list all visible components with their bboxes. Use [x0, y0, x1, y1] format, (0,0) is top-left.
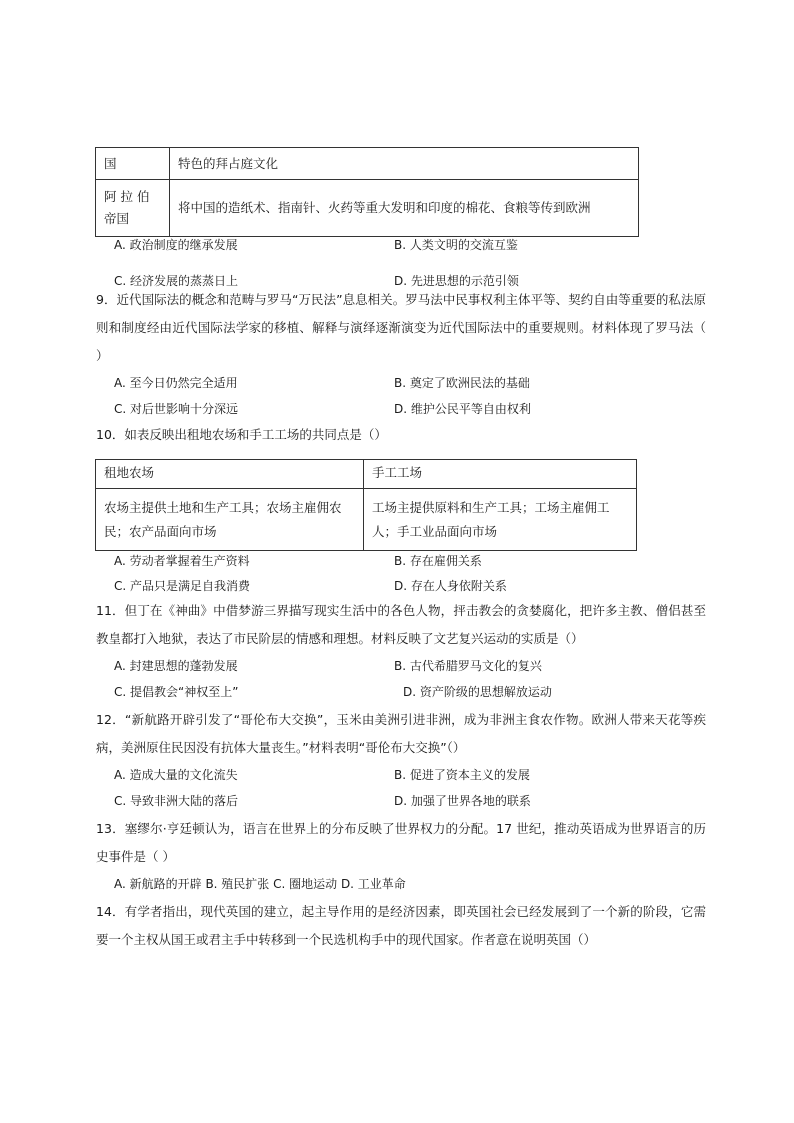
option-c: C. 导致非洲大陆的落后	[114, 794, 239, 808]
option-a: A. 封建思想的蓬勃发展	[114, 659, 238, 673]
option-d: D. 资产阶级的思想解放运动	[403, 685, 552, 699]
option-c: C. 对后世影响十分深远	[114, 402, 239, 416]
question-12: 12．“新航路开辟引发了“哥伦布大交换”，玉米由美洲引进非洲，成为非洲主食农作物。欧洲人带来天花等疾病，美洲原住民因没有抗体大量丧生。”材料表明“哥伦布大交换”（）	[96, 712, 706, 755]
comparison-table	[95, 459, 637, 551]
question-14: 14．有学者指出，现代英国的建立，起主导作用的是经济因素，即英国社会已经发展到了一个新的阶段，它需要一个主权从国王或君主手中转移到一个民选机构手中的现代国家。作者意在说明英国（）	[96, 904, 706, 947]
table-cell: 国	[96, 148, 170, 180]
option-b: B. 存在雇佣关系	[394, 554, 482, 568]
question-11: 11．但丁在《神曲》中借梦游三界描写现实生活中的各色人物，抨击教会的贪婪腐化，把许多主教、僧侣甚至教皇都打入地狱，表达了市民阶层的情感和理想。材料反映了文艺复兴运动的实质是（）	[96, 603, 706, 646]
option-d: D. 存在人身依附关系	[394, 579, 507, 593]
option-d: D. 维护公民平等自由权利	[394, 402, 531, 416]
options-inline: A. 新航路的开辟 B. 殖民扩张 C. 圈地运动 D. 工业革命	[114, 877, 406, 891]
option-d: D. 先进思想的示范引领	[394, 274, 519, 288]
option-a: A. 劳动者掌握着生产资料	[114, 554, 250, 568]
question-13: 13．塞缪尔·亨廷顿认为，语言在世界上的分布反映了世界权力的分配。17 世纪，推动英语成为世界语言的历史事件是（ ）	[96, 821, 706, 864]
table-header: 手工工场	[364, 460, 637, 489]
option-b: B. 奠定了欧洲民法的基础	[394, 376, 530, 390]
table-header: 租地农场	[96, 460, 364, 489]
question-9: 9．近代国际法的概念和范畴与罗马“万民法”息息相关。罗马法中民事权利主体平等、契约自由等重要的私法原则和制度经由近代国际法学家的移植、解释与演绎逐渐演变为近代国际法中的重要规则。材料体现了罗马法（ ）	[96, 292, 706, 363]
option-b: B. 促进了资本主义的发展	[394, 768, 530, 782]
option-c: C. 产品只是满足自我消费	[114, 579, 251, 593]
option-b: B. 人类文明的交流互鉴	[394, 238, 518, 252]
option-a: A. 造成大量的文化流失	[114, 768, 238, 782]
option-c: C. 经济发展的蒸蒸日上	[114, 274, 239, 288]
table-cell: 特色的拜占庭文化	[170, 148, 639, 180]
question-10: 10．如表反映出租地农场和手工工场的共同点是（）	[96, 427, 387, 442]
option-c: C. 提倡教会“神权至上”	[114, 685, 239, 699]
table-row	[96, 180, 639, 237]
civilization-table	[95, 147, 639, 237]
table-row	[96, 489, 637, 551]
table-header-row	[96, 460, 637, 489]
table-row	[96, 148, 639, 180]
option-d: D. 加强了世界各地的联系	[394, 794, 531, 808]
table-cell: 将中国的造纸术、指南针、火药等重大发明和印度的棉花、食粮等传到欧洲	[170, 180, 639, 237]
option-a: A. 政治制度的继承发展	[114, 238, 238, 252]
table-cell: 阿 拉 伯 帝国	[96, 180, 170, 237]
table-cell: 工场主提供原料和生产工具；工场主雇佣工人；手工业品面向市场	[364, 489, 637, 551]
table-cell: 农场主提供土地和生产工具；农场主雇佣农民；农产品面向市场	[96, 489, 364, 551]
option-b: B. 古代希腊罗马文化的复兴	[394, 659, 542, 673]
option-a: A. 至今日仍然完全适用	[114, 376, 238, 390]
